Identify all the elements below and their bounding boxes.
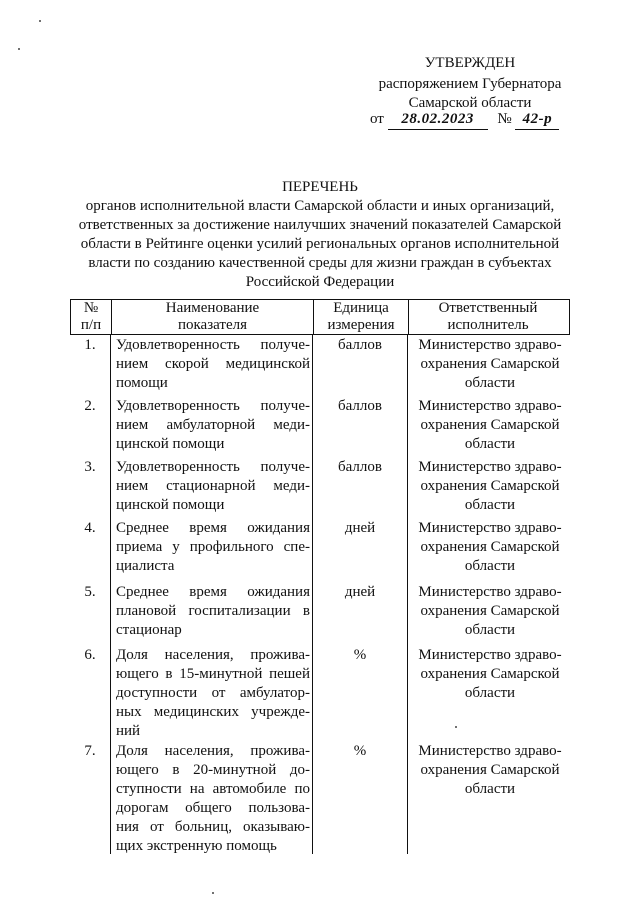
unit: дней [344, 520, 376, 536]
unit: баллов [338, 398, 382, 414]
indicator-name: Удовлетворенность получе- нием стационарной меди- цинской помощи [116, 459, 310, 513]
header-name: Наименование показателя [165, 300, 260, 333]
responsible: Министерство здраво- охранения Самарской области [418, 647, 562, 701]
number-prefix: № [497, 111, 512, 127]
responsible: Министерство здраво- охранения Самарской области [418, 520, 562, 574]
table-header [70, 299, 570, 335]
document-title: ПЕРЕЧЕНЬ [282, 179, 358, 195]
row-number: 5. [84, 584, 96, 600]
table-body [70, 334, 568, 854]
approval-line-1: распоряжением Губернатора [378, 76, 562, 92]
subtitle-line: области в Рейтинге оценки усилий региональных органов исполнительной [80, 236, 560, 252]
approval-title: УТВЕРЖДЕН [424, 55, 516, 71]
responsible: Министерство здраво- охранения Самарской области [418, 743, 562, 797]
header-unit: Единица измерения [327, 300, 395, 333]
subtitle-line: Российской Федерации [245, 274, 395, 290]
subtitle-line: ответственных за достижение наилучших значений показателей Самарской [78, 217, 562, 233]
row-number: 1. [84, 337, 96, 353]
responsible: Министерство здраво- охранения Самарской области [418, 398, 562, 452]
row-number: 2. [84, 398, 96, 414]
unit: баллов [338, 337, 382, 353]
row-number: 6. [84, 647, 96, 663]
column-divider [312, 334, 313, 854]
row-number: 3. [84, 459, 96, 475]
document-subtitle [70, 197, 570, 292]
scan-speck [39, 20, 41, 22]
unit: дней [344, 584, 376, 600]
subtitle-line: органов исполнительной власти Самарской области и иных организаций, [85, 198, 555, 214]
subtitle-line: власти по созданию качественной среды для жизни граждан в субъектах [88, 255, 552, 271]
row-number: 4. [84, 520, 96, 536]
indicator-name: Удовлетворенность получе- нием скорой медицинской помощи [116, 337, 310, 391]
column-divider [110, 334, 111, 854]
row-number: 7. [84, 743, 96, 759]
header-responsible: Ответственный исполнитель [438, 300, 538, 333]
responsible: Министерство здраво- охранения Самарской области [418, 337, 562, 391]
handwritten-date: 28.02.2023 [388, 110, 488, 130]
date-prefix: от [370, 111, 384, 127]
indicator-name: Среднее время ожидания плановой госпитализации в стационар [116, 584, 310, 638]
indicator-name: Доля населения, прожива- ющего в 15-минутной пешей доступности от амбулатор- ных медицинских учрежде- ний [116, 647, 310, 739]
responsible: Министерство здраво- охранения Самарской области [418, 584, 562, 638]
unit: баллов [338, 459, 382, 475]
column-divider [407, 334, 408, 854]
indicator-name: Среднее время ожидания приема у профильного спе- циалиста [116, 520, 310, 574]
scan-speck [212, 892, 214, 894]
handwritten-number: 42-р [515, 110, 559, 130]
unit: % [353, 647, 367, 663]
header-num: № п/п [80, 300, 102, 333]
approval-line-2: Самарской области [408, 95, 532, 111]
scan-speck [455, 726, 457, 728]
unit: % [353, 743, 367, 759]
responsible: Министерство здраво- охранения Самарской области [418, 459, 562, 513]
indicator-name: Удовлетворенность получе- нием амбулаторной меди- цинской помощи [116, 398, 310, 452]
scan-speck [18, 48, 20, 50]
indicator-name: Доля населения, прожива- ющего в 20-минутной до- ступности на автомобиле по дорогам общего пользова- ния от больниц, оказываю- щих экстренную помощь [116, 743, 310, 854]
approval-date-line [370, 110, 610, 130]
approval-block [360, 54, 580, 113]
